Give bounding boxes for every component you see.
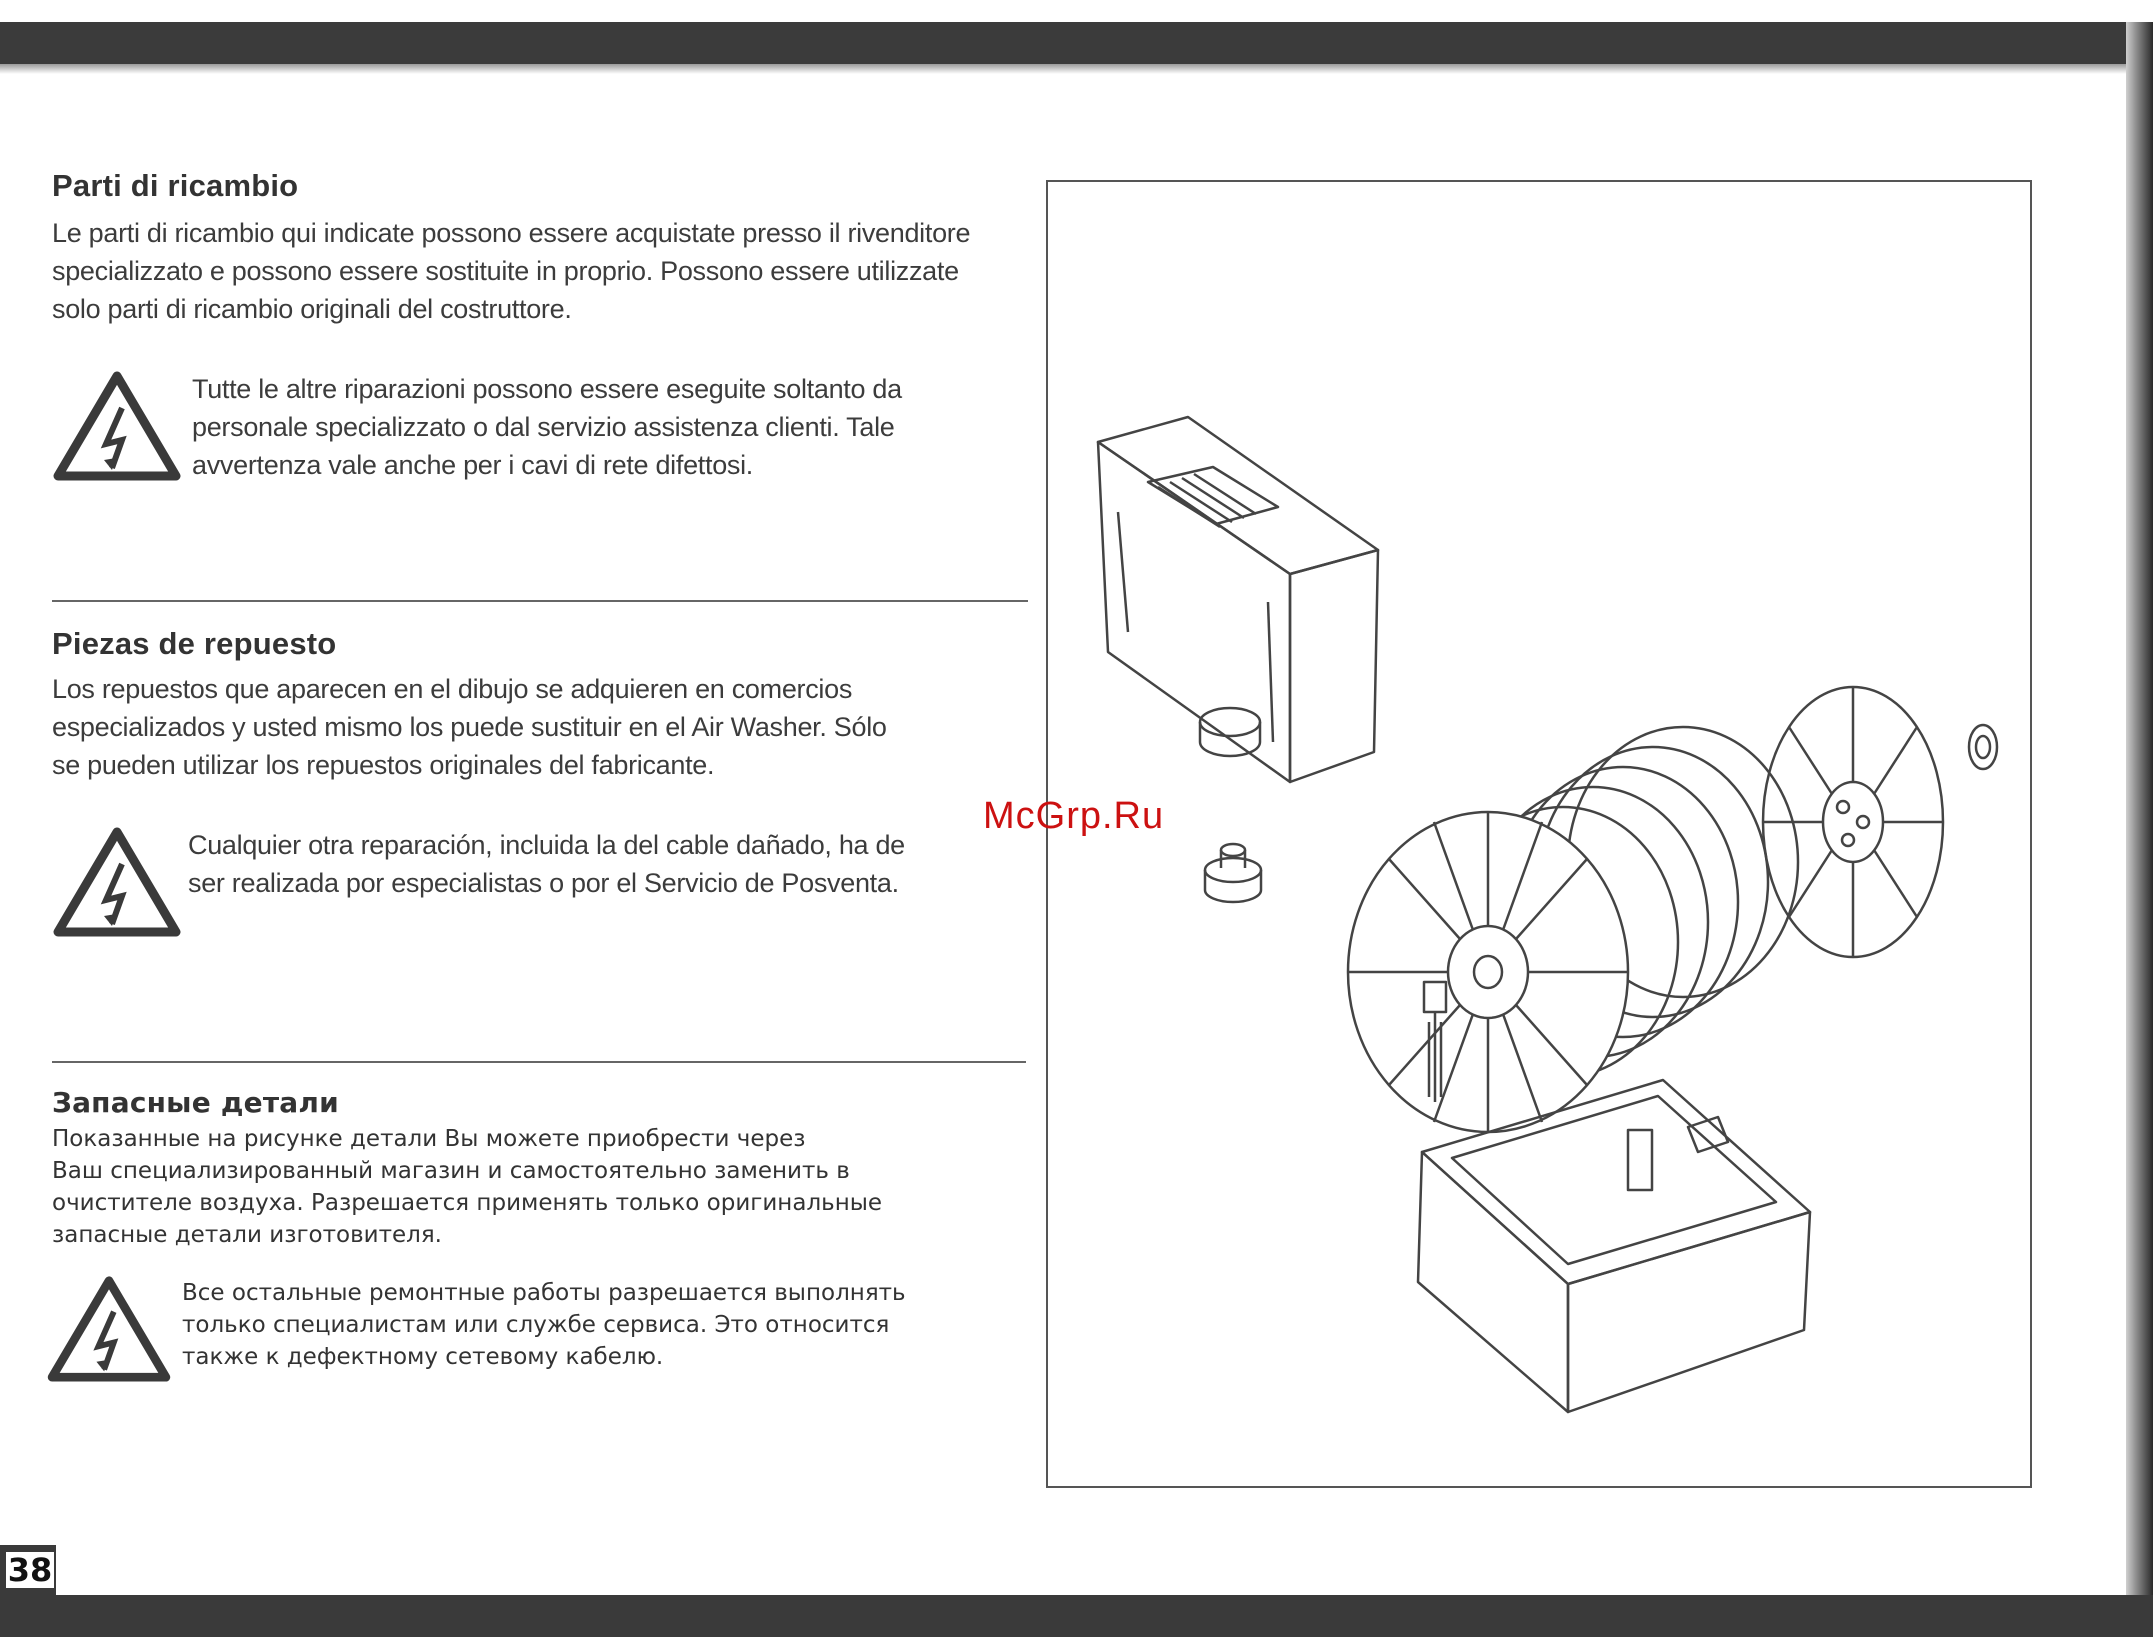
section-italian <box>52 168 970 328</box>
body-line: Показанные на рисунке детали Вы можете приобрести через <box>52 1126 806 1152</box>
section-russian <box>52 1086 882 1251</box>
body-line: especializados y usted mismo los puede sustituir en el Air Washer. Sólo <box>52 712 887 742</box>
section-spanish <box>52 626 887 784</box>
end-disc <box>1763 687 1943 957</box>
warning-line: ser realizada por especialistas o por el Servicio de Posventa. <box>188 868 899 898</box>
electric-hazard-icon <box>46 1275 172 1383</box>
warning-text-italian <box>192 370 902 484</box>
body-italian <box>52 214 970 328</box>
section-divider <box>52 600 1028 602</box>
watermark: McGrp.Ru <box>983 795 1165 837</box>
body-line: specializzato e possono essere sostituite in proprio. Possono essere utilizzate <box>52 256 959 286</box>
bottom-band <box>0 1595 2153 1637</box>
water-tank <box>1098 417 1378 782</box>
body-line: очистителе воздуха. Разрешается применять только оригинальные <box>52 1190 883 1216</box>
spare-parts-figure <box>1046 180 2032 1488</box>
top-band-shadow <box>0 64 2132 74</box>
body-russian <box>52 1123 882 1251</box>
section-title-italian: Parti di ricambio <box>52 168 299 203</box>
warning-line: также к дефектному сетевому кабелю. <box>182 1344 664 1370</box>
body-spanish <box>52 670 887 784</box>
warning-spanish <box>52 826 1032 946</box>
section-divider <box>52 1061 1026 1063</box>
electric-hazard-icon <box>52 826 182 938</box>
warning-text-spanish <box>188 826 905 902</box>
humidifier-disc-stack <box>1348 727 1798 1132</box>
warning-italian <box>52 370 1032 490</box>
body-line: Los repuestos que aparecen en el dibujo se adquieren en comercios <box>52 674 853 704</box>
drive-gear <box>1969 725 1997 769</box>
float-gear <box>1205 844 1261 902</box>
warning-text-russian <box>182 1277 906 1373</box>
page-number: 38 <box>7 1551 53 1589</box>
warning-line: personale specializzato o dal servizio assistenza clienti. Tale <box>192 412 895 442</box>
warning-russian <box>46 1275 1036 1385</box>
warning-line: avvertenza vale anche per i cavi di rete difettosi. <box>192 450 754 480</box>
body-line: solo parti di ricambio originali del costruttore. <box>52 294 572 324</box>
warning-line: Cualquier otra reparación, incluida la del cable dañado, ha de <box>188 830 905 860</box>
body-line: запасные детали изготовителя. <box>52 1222 442 1248</box>
section-title-spanish: Piezas de repuesto <box>52 626 337 661</box>
warning-line: Все остальные ремонтные работы разрешается выполнять <box>182 1280 906 1306</box>
warning-line: Tutte le altre riparazioni possono essere eseguite soltanto da <box>192 374 902 404</box>
page-binding-edge <box>2126 22 2153 1607</box>
exploded-diagram <box>1048 182 2030 1486</box>
body-line: se pueden utilizar los repuestos originales del fabricante. <box>52 750 715 780</box>
top-band <box>0 22 2132 64</box>
electric-hazard-icon <box>52 370 182 482</box>
body-line: Le parti di ricambio qui indicate possono essere acquistate presso il rivenditore <box>52 218 971 248</box>
body-line: Ваш специализированный магазин и самостоятельно заменить в <box>52 1158 850 1184</box>
warning-line: только специалистам или службе сервиса. Это относится <box>182 1312 890 1338</box>
section-title-russian: Запасные детали <box>52 1086 339 1119</box>
